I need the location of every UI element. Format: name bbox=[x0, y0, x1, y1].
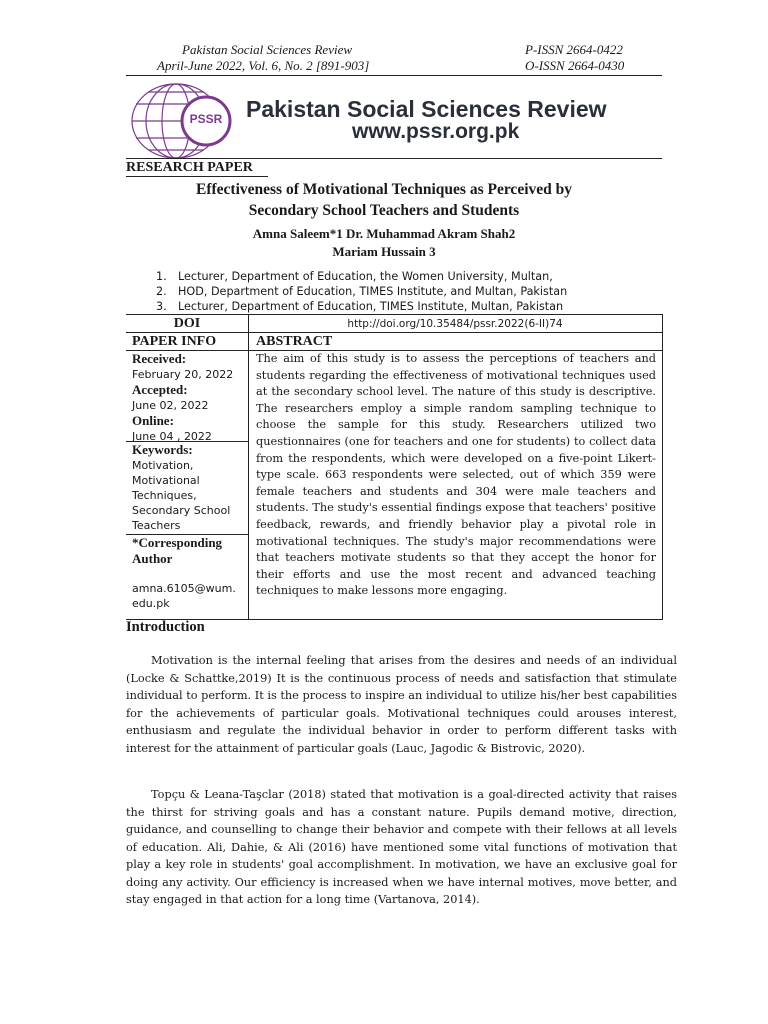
logo-badge: PSSR bbox=[189, 112, 223, 126]
article-title-line-2: Secondary School Teachers and Students bbox=[248, 202, 520, 219]
introduction-heading: Introduction bbox=[126, 619, 205, 635]
journal-name: Pakistan Social Sciences Review bbox=[182, 42, 353, 57]
keyword-item: Teachers bbox=[132, 519, 181, 532]
paper-info-dates bbox=[132, 351, 246, 444]
affiliation-item: 3. Lecturer, Department of Education, TIMES Institute, Multan, Pakistan bbox=[156, 300, 564, 313]
table-bottom-rule bbox=[126, 619, 662, 620]
doi-label: DOI bbox=[173, 316, 201, 331]
email-line-2[interactable]: edu.pk bbox=[132, 597, 170, 610]
keywords-block bbox=[132, 442, 246, 533]
abstract-text: The aim of this study is to assess the perceptions of teachers and students regarding the effectiveness of motivational techniques used at the secondary school level. The nature of this study is descriptive. The researchers employ a simple random sampling technique to choose the sample for this study. Researchers utilized two questionnaires (one for teachers and one for students) to collect data from the respondents, which were developed on a five-point Likert-type scale. 663 respondents were selected, out of which 359 were female teachers and students and 304 were male teachers and students. The study's essential findings expose that teachers' positive feedback, rewards, and friendly behavior play a pivotal role in motivational techniques. The study's major recommendations were that teachers motivate students so that they accept the honor for their efforts and use the most recent and advanced teaching techniques to make lessons more engaging. bbox=[256, 352, 656, 598]
corresponding-label: *Corresponding bbox=[132, 535, 223, 550]
received-label: Received: bbox=[132, 351, 187, 366]
online-date: June 04 , 2022 bbox=[132, 430, 212, 443]
online-label: Online: bbox=[132, 413, 174, 428]
keyword-item: Motivational bbox=[132, 474, 200, 487]
authors-line-2: Mariam Hussain 3 bbox=[332, 244, 436, 259]
logo-url: www.pssr.org.pk bbox=[352, 120, 520, 143]
table-right-border bbox=[662, 314, 663, 620]
p-issn: P-ISSN 2664-0422 bbox=[525, 42, 623, 57]
article-type-rule bbox=[126, 176, 268, 177]
header-rule bbox=[126, 75, 662, 76]
keywords-label: Keywords: bbox=[132, 442, 193, 457]
journal-logo bbox=[126, 80, 666, 162]
authors-line-1: Amna Saleem*1 Dr. Muhammad Akram Shah2 bbox=[252, 226, 516, 241]
intro-paragraph-1: Motivation is the internal feeling that arises from the desires and needs of an individual (Locke & Schattke,2019) It is the continuous process of needs and satisfaction that stimulate individual to perform. It is the process to inspire an individual to utilize his/her best capabilities for the achievements of particular goals. Motivational techniques could arouses interest, enthusiasm and regulate the individual behavior in order to perform different tasks with interest for the attainment of particular goals (Lauc, Jagodic & Bistrovic, 2020). bbox=[126, 654, 677, 755]
o-issn: O-ISSN 2664-0430 bbox=[525, 58, 625, 73]
keyword-item: Techniques, bbox=[132, 489, 197, 502]
logo-title: Pakistan Social Sciences Review bbox=[246, 96, 607, 122]
keyword-item: Secondary School bbox=[132, 504, 231, 517]
keyword-item: Motivation, bbox=[132, 459, 194, 472]
received-date: February 20, 2022 bbox=[132, 368, 234, 381]
affiliation-item: 1. Lecturer, Department of Education, the Women University, Multan, bbox=[156, 270, 553, 283]
accepted-date: June 02, 2022 bbox=[132, 399, 209, 412]
affiliation-list bbox=[156, 269, 567, 314]
table-column-divider bbox=[248, 314, 249, 620]
email-line-1[interactable]: amna.6105@wum. bbox=[132, 582, 236, 595]
accepted-label: Accepted: bbox=[132, 382, 188, 397]
affiliation-item: 2. HOD, Department of Education, TIMES Institute, and Multan, Pakistan bbox=[156, 285, 568, 298]
paper-info-heading: PAPER INFO bbox=[132, 334, 217, 349]
article-type: RESEARCH PAPER bbox=[126, 160, 253, 175]
doi-link[interactable]: http://doi.org/10.35484/pssr.2022(6-II)74 bbox=[347, 318, 563, 330]
corresponding-block bbox=[132, 535, 246, 611]
corresponding-label-2: Author bbox=[132, 551, 173, 566]
abstract-heading: ABSTRACT bbox=[256, 334, 333, 349]
intro-paragraph-2: Topçu & Leana-Taşclar (2018) stated that motivation is a goal-directed activity that raises the thirst for striving goals and has a constant nature. Pupils demand motive, direction, guidance, and counselling to change their behavior and compete with their fellows at all levels of education. Ali, Dahie, & Ali (2016) have mentioned some vital functions of motivation that play a key role in students' goal accomplishment. In motivation, we have an exclusive goal for doing any activity. Our efficiency is increased when we have internal motives, move better, and stay engaged in that action for a long time (Vartanova, 2014). bbox=[126, 788, 677, 906]
issue-info: April-June 2022, Vol. 6, No. 2 [891-903] bbox=[157, 58, 370, 73]
article-title-line-1: Effectiveness of Motivational Techniques as Perceived by bbox=[196, 181, 572, 198]
